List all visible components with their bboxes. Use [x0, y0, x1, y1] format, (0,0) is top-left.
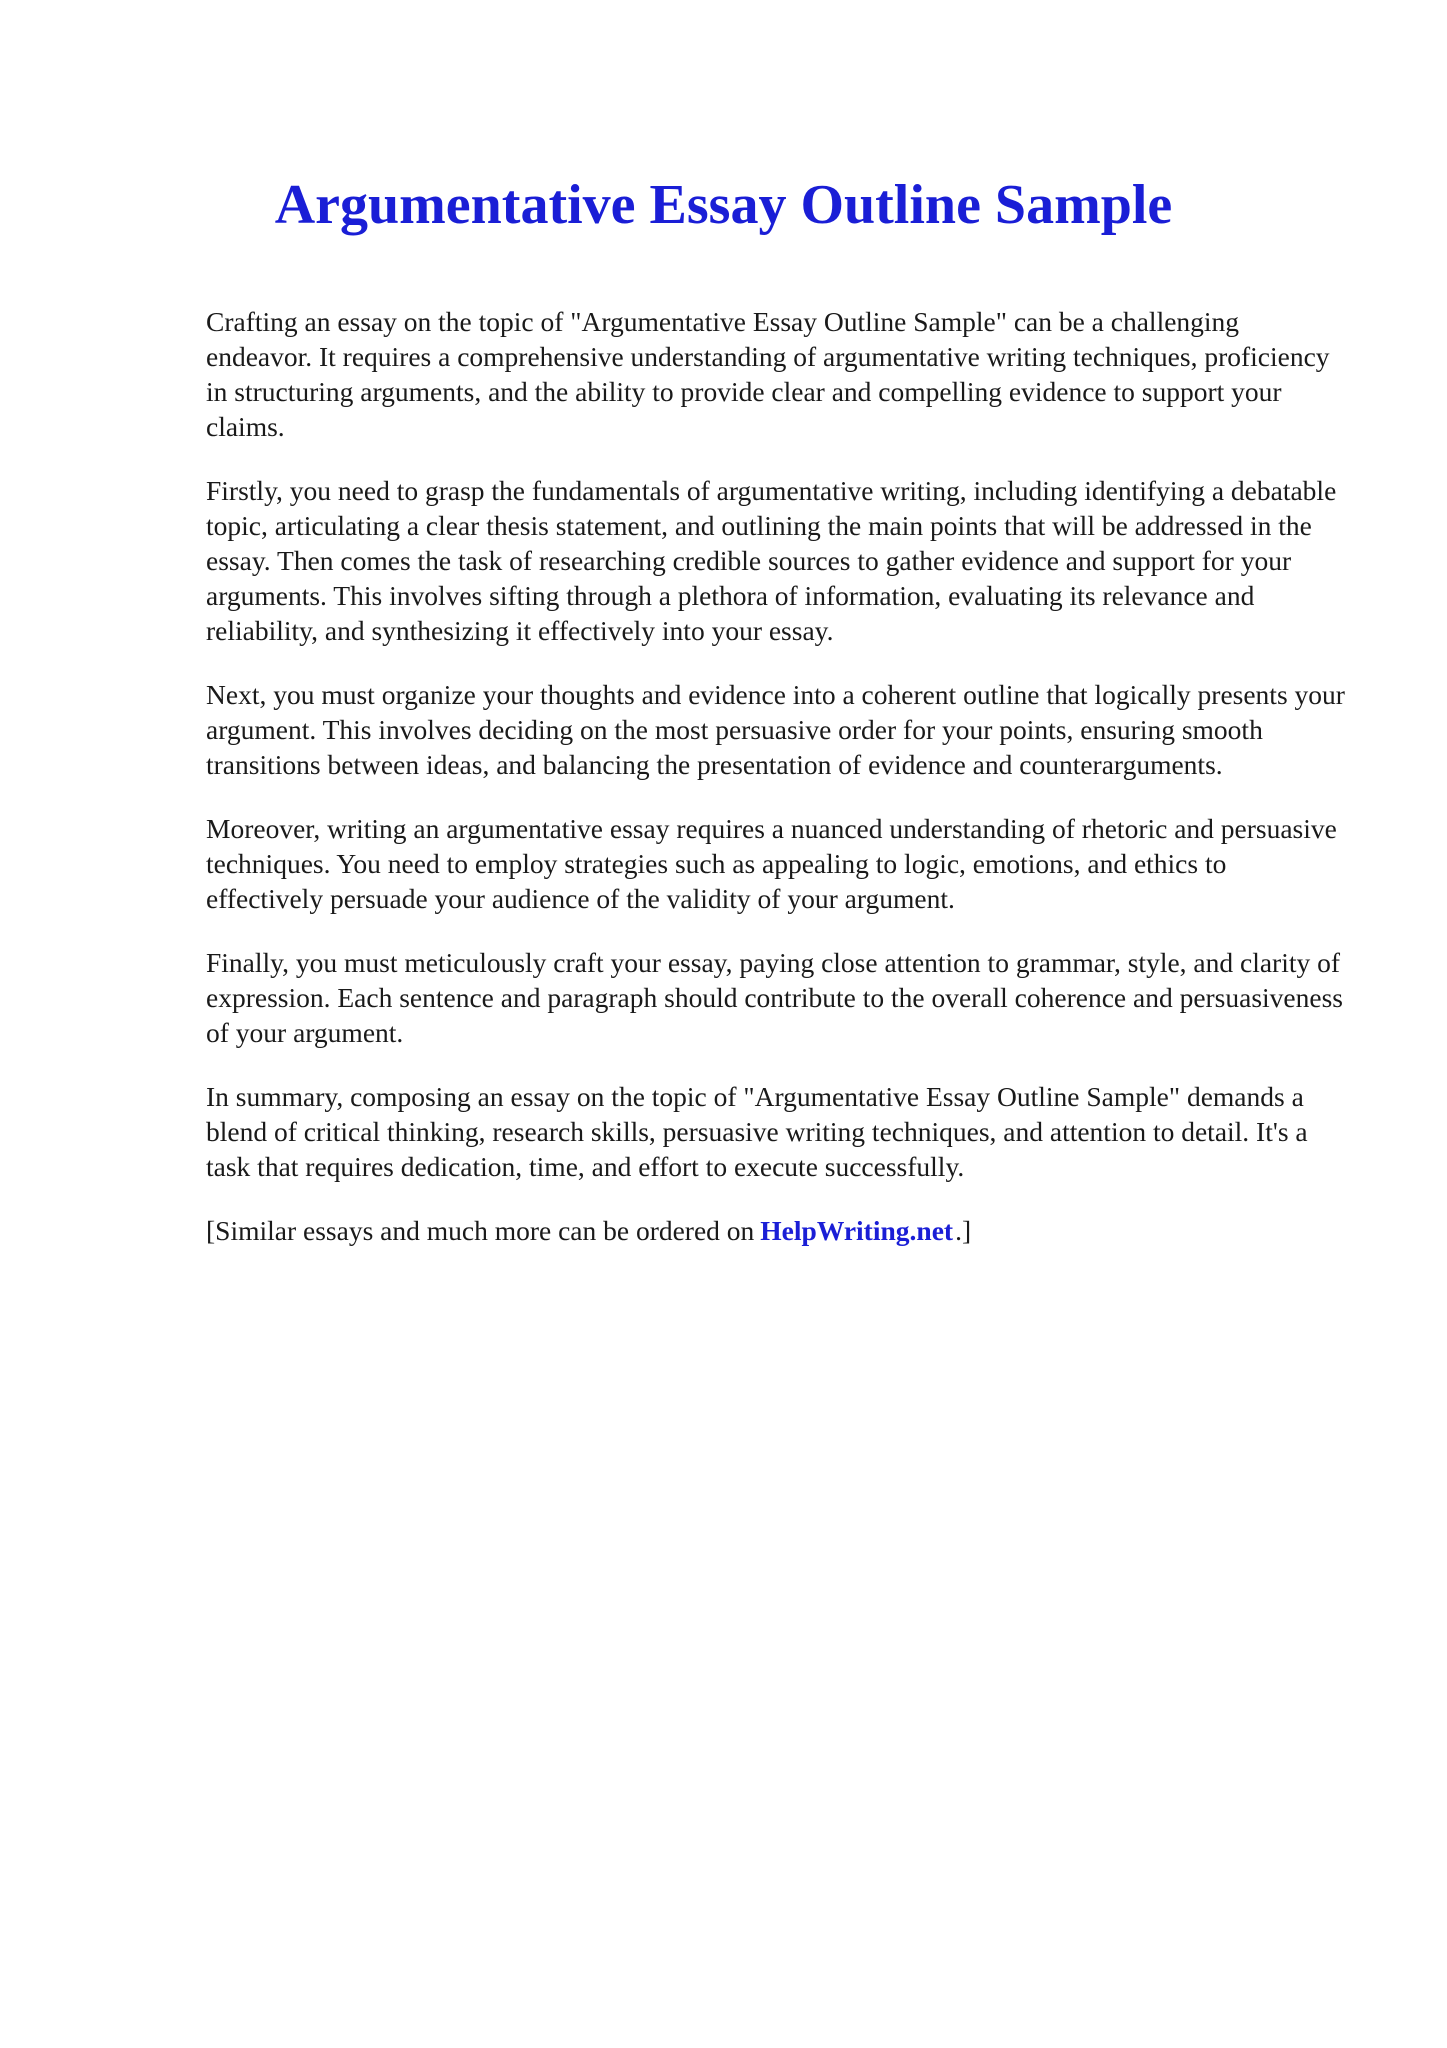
document-body: [206, 304, 1346, 1277]
footer-note: [206, 1213, 1346, 1248]
paragraph-4: Moreover, writing an argumentative essay requires a nuanced understanding of rhetoric and persuasive techniques. You need to employ strategies such as appealing to logic, emotions, and ethics to effectively persuade your audience of the validity of your argument.: [206, 813, 1337, 914]
paragraph-2: Firstly, you need to grasp the fundamentals of argumentative writing, including identifying a debatable topic, articulating a clear thesis statement, and outlining the main points that will be addressed in the essay. Then comes the task of researching credible sources to gather evidence and support for your arguments. This involves sifting through a plethora of information, evaluating its relevance and reliability, and synthesizing it effectively into your essay.: [206, 475, 1337, 646]
footer-prefix: [Similar essays and much more can be ordered on: [206, 1215, 755, 1246]
footer-suffix: .]: [955, 1215, 972, 1246]
page-title: Argumentative Essay Outline Sample: [274, 174, 1173, 236]
paragraph-6: In summary, composing an essay on the topic of "Argumentative Essay Outline Sample" demands a blend of critical thinking, research skills, persuasive writing techniques, and attention to detail. It's a task that requires dedication, time, and effort to execute successfully.: [206, 1081, 1308, 1182]
paragraph-1: Crafting an essay on the topic of "Argumentative Essay Outline Sample" can be a challenging endeavor. It requires a comprehensive understanding of argumentative writing techniques, proficiency in structuring arguments, and the ability to provide clear and compelling evidence to support your claims.: [206, 306, 1330, 442]
paragraph-5: Finally, you must meticulously craft your essay, paying close attention to grammar, style, and clarity of expression. Each sentence and paragraph should contribute to the overall coherence and persuasiveness of your argument.: [206, 947, 1343, 1048]
paragraph-3: Next, you must organize your thoughts and evidence into a coherent outline that logically presents your argument. This involves deciding on the most persuasive order for your points, ensuring smooth transitions between ideas, and balancing the presentation of evidence and counterarguments.: [206, 679, 1345, 780]
helpwriting-link[interactable]: HelpWriting.net: [760, 1215, 954, 1246]
